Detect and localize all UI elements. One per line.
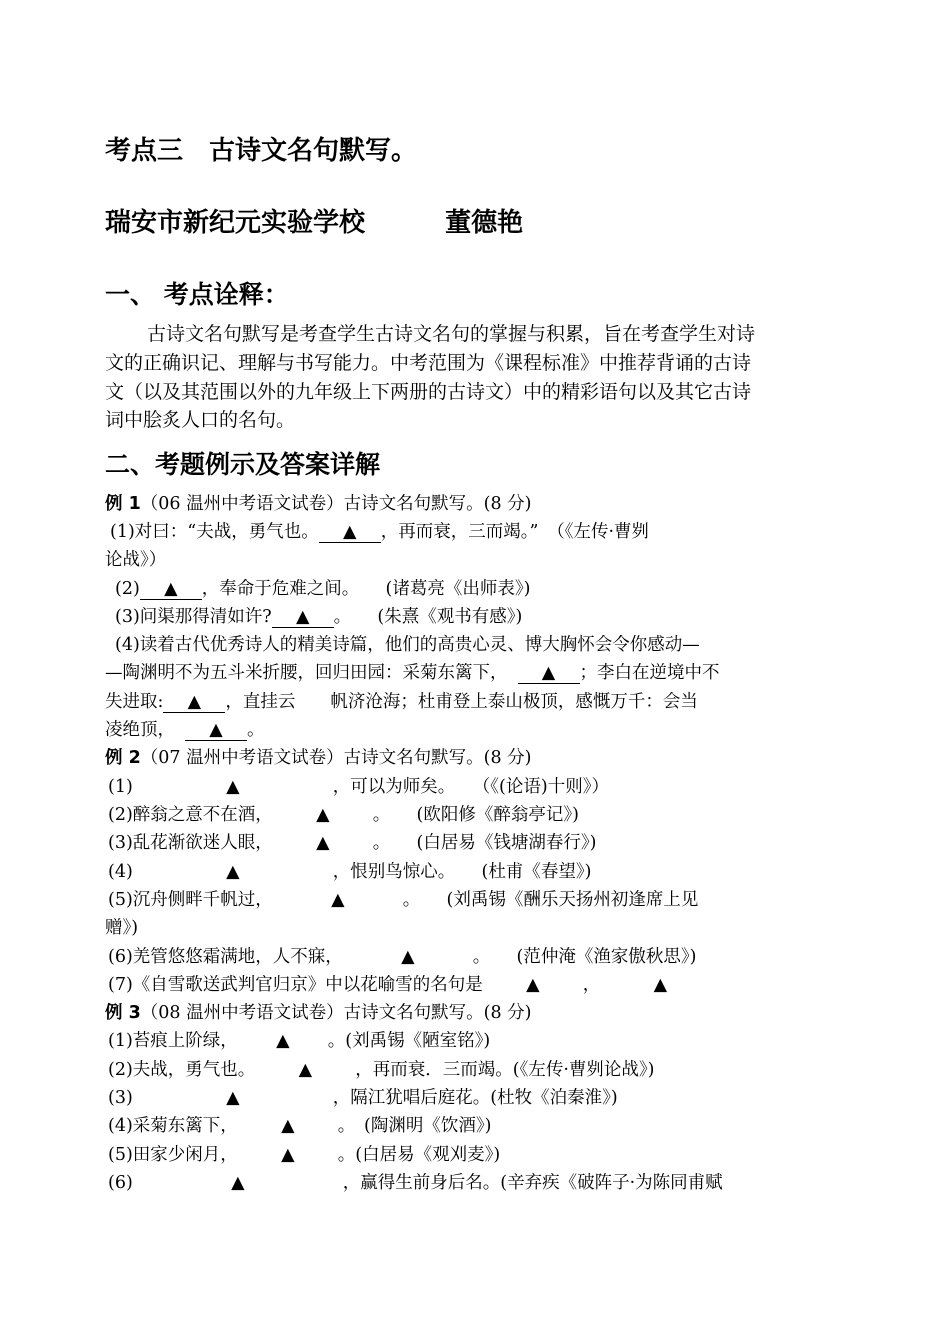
answer-blank[interactable] <box>238 1145 338 1165</box>
answer-blank[interactable] <box>133 1088 333 1108</box>
triangle-marker: ▲ <box>401 947 415 967</box>
example3-title-line <box>105 999 531 1024</box>
paragraph-line: 词中脍炙人口的名句。 <box>105 409 296 431</box>
triangle-marker: ▲ <box>226 1088 240 1108</box>
triangle-marker: ▲ <box>276 1031 290 1051</box>
question-text: (2)醉翁之意不在酒， <box>108 805 273 825</box>
question-line <box>108 943 696 968</box>
question-text: (4)采菊东篱下， <box>108 1116 238 1136</box>
answer-blank[interactable] <box>600 975 720 995</box>
example1-title-line <box>105 490 531 515</box>
triangle-marker: ▲ <box>226 777 240 797</box>
triangle-marker: ▲ <box>331 890 345 910</box>
question-text: (1) <box>108 777 133 797</box>
question-line <box>108 1056 655 1081</box>
paragraph-line: 文（以及其范围以外的九年级上下两册的古诗文）中的精彩语句以及其它古诗 <box>105 381 752 403</box>
question-text: 。 (刘禹锡《酬乐天扬州初逢席上见 <box>402 890 699 910</box>
triangle-marker: ▲ <box>164 579 178 599</box>
question-text: 。(刘禹锡《陋室铭》) <box>327 1031 491 1051</box>
answer-blank[interactable] <box>185 721 247 741</box>
triangle-marker: ▲ <box>653 975 668 995</box>
answer-blank[interactable] <box>273 805 373 825</box>
author-line <box>105 202 523 239</box>
school-name: 瑞安市新纪元实验学校 <box>105 208 366 238</box>
example2-label: 例 2 <box>105 748 141 768</box>
question-line: 赠》) <box>105 918 139 938</box>
question-text: (7)《自雪歌送武判官归京》中以花喻雪的名句是 <box>108 975 483 995</box>
example1-title: （06 温州中考语文试卷）古诗文名句默写。(8 分) <box>140 494 532 514</box>
question-line <box>115 603 522 628</box>
question-line <box>108 801 579 826</box>
answer-blank[interactable] <box>272 608 334 628</box>
question-line: 论战》） <box>105 550 167 570</box>
answer-blank[interactable] <box>319 523 381 543</box>
question-text: 。 (范仲淹《渔家傲秋思》) <box>472 947 697 967</box>
question-text: (5)沉舟侧畔千帆过， <box>108 890 273 910</box>
question-text: ；李白在逆境中不 <box>579 663 720 683</box>
question-text: (6) <box>108 1173 133 1193</box>
example1-label: 例 1 <box>105 494 141 514</box>
answer-blank[interactable] <box>518 664 580 684</box>
question-text: 。(白居易《观刈麦》) <box>337 1145 501 1165</box>
section1-heading: 一、 考点诠释： <box>105 280 289 309</box>
question-text: 。 (欧阳修《醉翁亭记》) <box>372 805 579 825</box>
triangle-marker: ▲ <box>281 1116 295 1136</box>
question-line <box>105 659 720 684</box>
question-text: (2)夫战，勇气也。 <box>108 1060 256 1080</box>
question-text: ，可以为师矣。 （《(论语)十则》） <box>332 777 609 797</box>
answer-blank[interactable] <box>133 862 333 882</box>
answer-blank[interactable] <box>483 975 583 995</box>
example3-title: （08 温州中考语文试卷）古诗文名句默写。(8 分) <box>140 1003 532 1023</box>
question-line <box>108 1169 723 1194</box>
answer-blank[interactable] <box>163 693 225 713</box>
question-text: (4) <box>108 862 133 882</box>
answer-blank[interactable] <box>343 947 473 967</box>
answer-blank[interactable] <box>273 833 373 853</box>
question-line <box>105 688 698 713</box>
question-text: ，再而衰，三而竭。” （《左传·曹刿 <box>380 522 650 542</box>
triangle-marker: ▲ <box>541 663 556 683</box>
question-text: 。 <box>247 720 265 740</box>
question-text: ，直挂云 帆济沧海；杜甫登上泰山极顶，感慨万千：会当 <box>225 692 698 712</box>
question-text: 失进取: <box>105 692 164 712</box>
triangle-marker: ▲ <box>316 805 330 825</box>
question-text: 凌绝顶， <box>105 720 175 740</box>
question-line <box>108 858 591 883</box>
question-line <box>108 773 609 798</box>
author-name: 董德艳 <box>445 208 524 238</box>
question-line <box>105 716 265 741</box>
answer-blank[interactable] <box>140 580 202 600</box>
answer-blank[interactable] <box>238 1116 338 1136</box>
section2-heading: 二、考题例示及答案详解 <box>105 450 381 479</box>
question-line <box>108 1084 618 1109</box>
triangle-marker: ▲ <box>231 1173 245 1193</box>
paragraph-line: 文的正确识记、理解与书写能力。中考范围为《课程标准》中推荐背诵的古诗 <box>105 352 752 374</box>
example2-title: （07 温州中考语文试卷）古诗文名句默写。(8 分) <box>140 748 532 768</box>
example2-title-line <box>105 744 531 769</box>
question-line <box>108 886 698 911</box>
question-text: (5)田家少闲月， <box>108 1145 238 1165</box>
question-text: ，赢得生前身后名。(辛弃疾《破阵子·为陈同甫赋 <box>342 1173 723 1193</box>
question-line: (4)读着古代优秀诗人的精美诗篇，他们的高贵心灵、博大胸怀会令你感动— <box>115 635 700 655</box>
triangle-marker: ▲ <box>298 1060 313 1080</box>
question-line <box>108 1112 491 1137</box>
question-line <box>110 518 649 543</box>
triangle-marker: ▲ <box>281 1145 295 1165</box>
question-text: (6)羌管悠悠霜满地，人不寐， <box>108 947 343 967</box>
question-text: ，再而衰．三而竭。(《左传·曹刿论战》) <box>355 1060 655 1080</box>
page-title: 考点三 古诗文名句默写。 <box>105 136 418 166</box>
triangle-marker: ▲ <box>343 522 357 542</box>
answer-blank[interactable] <box>273 890 403 910</box>
question-text: (3) <box>108 1088 133 1108</box>
answer-blank[interactable] <box>133 777 333 797</box>
question-line <box>108 829 596 854</box>
triangle-marker: ▲ <box>295 607 310 627</box>
question-line <box>108 971 720 996</box>
paragraph-line: 古诗文名句默写是考查学生古诗文名句的掌握与积累，旨在考查学生对诗 <box>147 323 756 345</box>
example3-label: 例 3 <box>105 1003 141 1023</box>
question-text: —陶渊明不为五斗米折腰，回归田园：采菊东篱下， <box>105 663 508 683</box>
question-text: (1)苔痕上阶绿， <box>108 1031 238 1051</box>
question-text: (3)乱花渐欲迷人眼， <box>108 833 273 853</box>
triangle-marker: ▲ <box>526 975 540 995</box>
question-line <box>108 1141 500 1166</box>
question-text: ， <box>582 975 601 995</box>
question-text: ，隔江犹唱后庭花。(杜牧《泊秦淮》) <box>332 1088 618 1108</box>
question-text: ，恨别鸟惊心。 (杜甫《春望》) <box>332 862 592 882</box>
question-line <box>108 1027 490 1052</box>
question-line <box>115 575 530 600</box>
triangle-marker: ▲ <box>187 692 202 712</box>
question-text: (2) <box>115 579 140 599</box>
answer-blank[interactable] <box>238 1031 328 1051</box>
question-text: ，奉命于危难之间。 (诸葛亮《出师表》) <box>201 579 531 599</box>
question-text: (1)对曰：“夫战，勇气也。 <box>110 522 319 542</box>
triangle-marker: ▲ <box>209 720 223 740</box>
answer-blank[interactable] <box>255 1060 355 1080</box>
triangle-marker: ▲ <box>226 862 240 882</box>
question-text: 。 (陶渊明《饮酒》) <box>337 1116 492 1136</box>
question-text: (3)问渠那得清如许? <box>115 607 272 627</box>
question-text: 。 (朱熹《观书有感》) <box>333 607 523 627</box>
triangle-marker: ▲ <box>316 833 330 853</box>
answer-blank[interactable] <box>133 1173 343 1193</box>
question-text: 。 (白居易《钱塘湖春行》) <box>372 833 597 853</box>
